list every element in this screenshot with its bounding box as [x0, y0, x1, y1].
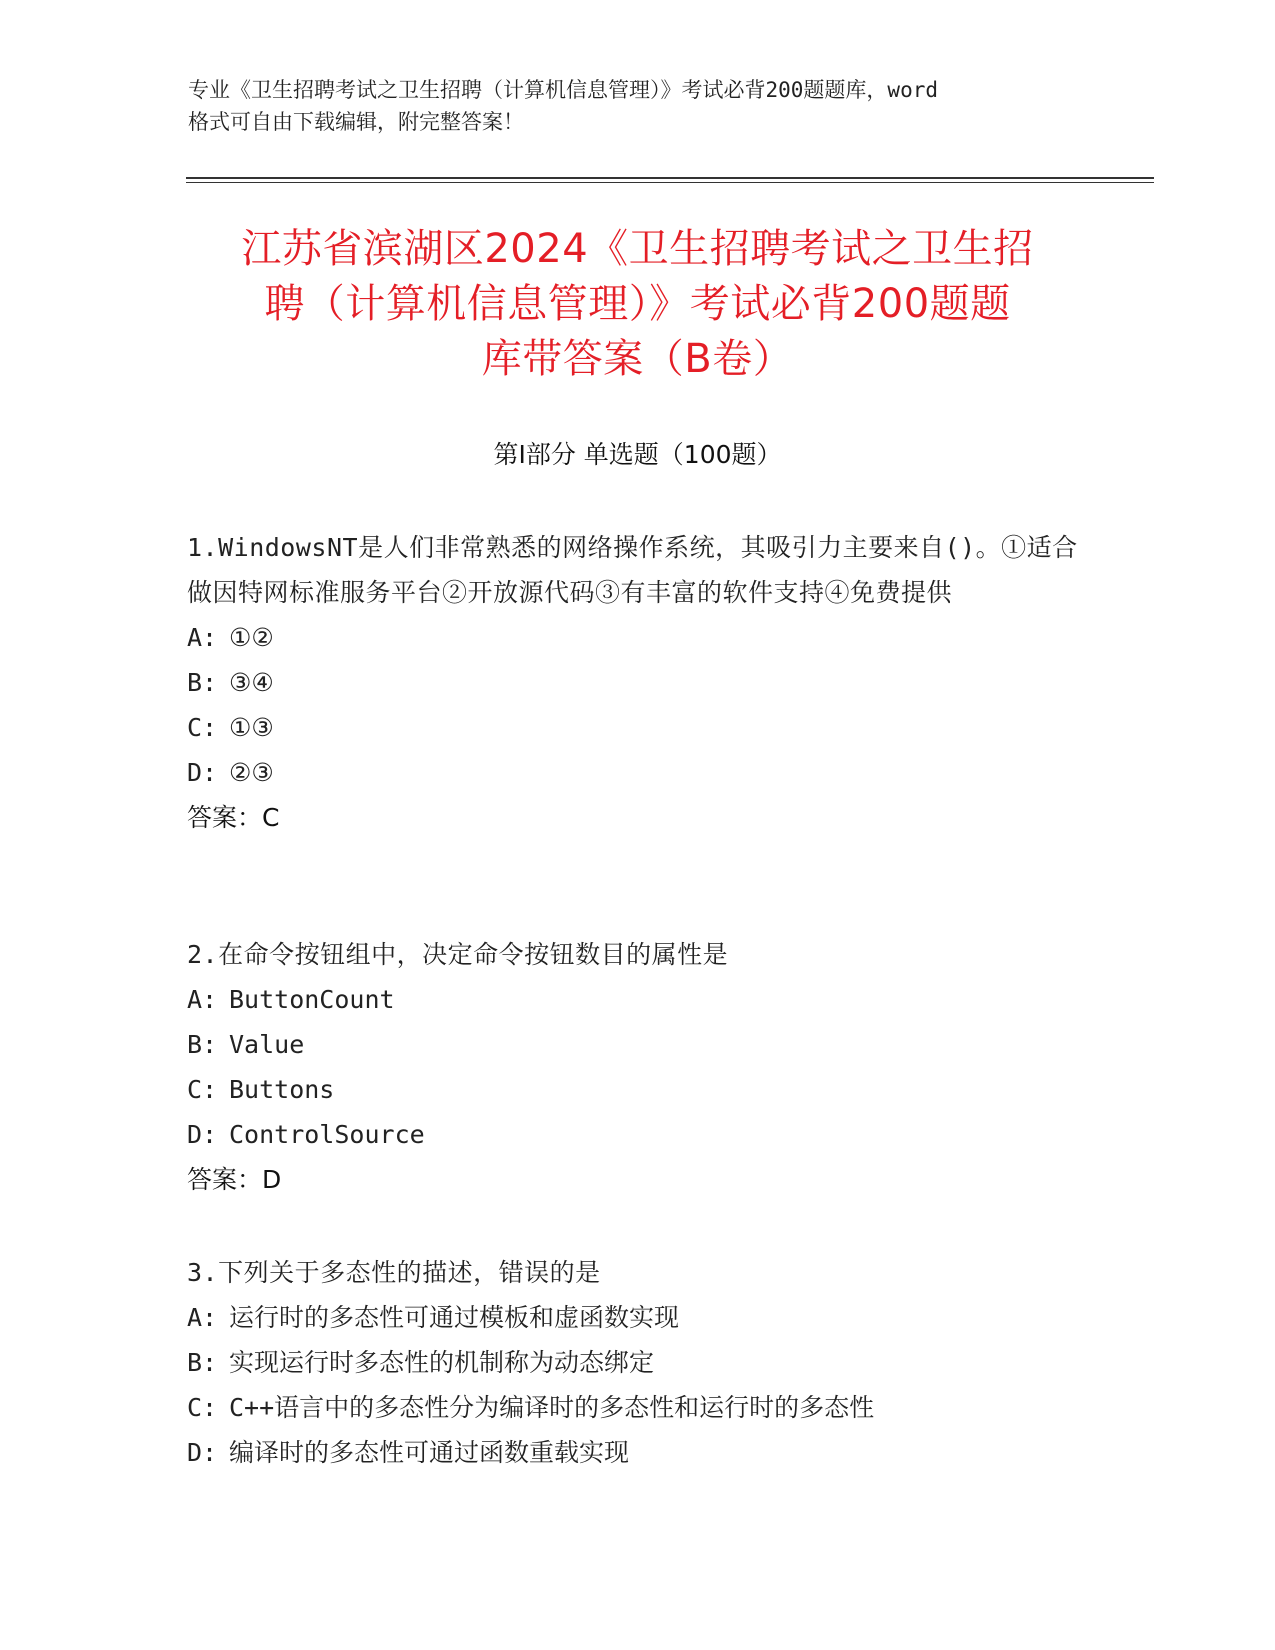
- option-letter: D:: [187, 758, 218, 787]
- answer-label: 答案：C: [187, 803, 280, 832]
- option-letter: D:: [187, 1438, 218, 1467]
- option-letter: C:: [187, 1075, 218, 1104]
- header-divider-thick: [186, 177, 1154, 179]
- option-text: ButtonCount: [229, 985, 395, 1014]
- option-text: ControlSource: [229, 1120, 425, 1149]
- option-text: 实现运行时多态性的机制称为动态绑定: [229, 1348, 655, 1377]
- option-a: [187, 615, 1087, 660]
- title-line3: 库带答案（B卷）: [481, 336, 794, 382]
- option-c: [187, 705, 1087, 750]
- option-d: [187, 1112, 1087, 1157]
- option-c: [187, 1067, 1087, 1112]
- option-letter: B:: [187, 1030, 218, 1059]
- question-text: 1.WindowsNT是人们非常熟悉的网络操作系统，其吸引力主要来自()。①适合做因特网标准服务平台②开放源代码③有丰富的软件支持④免费提供: [187, 533, 1078, 607]
- option-letter: B:: [187, 668, 218, 697]
- option-d: [187, 750, 1087, 795]
- option-text: Buttons: [229, 1075, 335, 1104]
- question-3: [187, 1250, 1087, 1475]
- option-b: [187, 660, 1087, 705]
- option-text: ①②: [229, 623, 274, 652]
- header-note-line1: 专业《卫生招聘考试之卫生招聘（计算机信息管理）》考试必背200题题库，word: [188, 78, 938, 102]
- question-text: 3.下列关于多态性的描述，错误的是: [187, 1258, 601, 1287]
- option-letter: C:: [187, 1393, 218, 1422]
- answer-label: 答案：D: [187, 1165, 282, 1194]
- option-a: [187, 977, 1087, 1022]
- option-letter: B:: [187, 1348, 218, 1377]
- header-note-line2: 格式可自由下载编辑，附完整答案！: [188, 110, 524, 134]
- option-letter: C:: [187, 713, 218, 742]
- option-letter: A:: [187, 1303, 218, 1332]
- option-text: C++语言中的多态性分为编译时的多态性和运行时的多态性: [229, 1393, 875, 1422]
- option-text: ②③: [229, 758, 274, 787]
- title-line1: 江苏省滨湖区2024《卫生招聘考试之卫生招: [241, 226, 1034, 272]
- option-b: [187, 1340, 1087, 1385]
- option-a: [187, 1295, 1087, 1340]
- question-1: [187, 525, 1087, 840]
- option-b: [187, 1022, 1087, 1067]
- option-c: [187, 1385, 1087, 1430]
- option-letter: A:: [187, 985, 218, 1014]
- question-2: [187, 932, 1087, 1202]
- option-text: ③④: [229, 668, 274, 697]
- option-text: 运行时的多态性可通过模板和虚函数实现: [229, 1303, 680, 1332]
- page-title: [180, 222, 1095, 387]
- title-line2: 聘（计算机信息管理）》考试必背200题题: [264, 281, 1011, 327]
- option-text: Value: [229, 1030, 305, 1059]
- header-note: [188, 74, 1088, 138]
- section-heading: 第I部分 单选题（100题）: [493, 440, 782, 469]
- option-d: [187, 1430, 1087, 1475]
- header-divider-thin: [186, 182, 1154, 183]
- option-letter: D:: [187, 1120, 218, 1149]
- option-text: 编译时的多态性可通过函数重载实现: [229, 1438, 630, 1467]
- question-text: 2.在命令按钮组中，决定命令按钮数目的属性是: [187, 940, 729, 969]
- option-letter: A:: [187, 623, 218, 652]
- option-text: ①③: [229, 713, 274, 742]
